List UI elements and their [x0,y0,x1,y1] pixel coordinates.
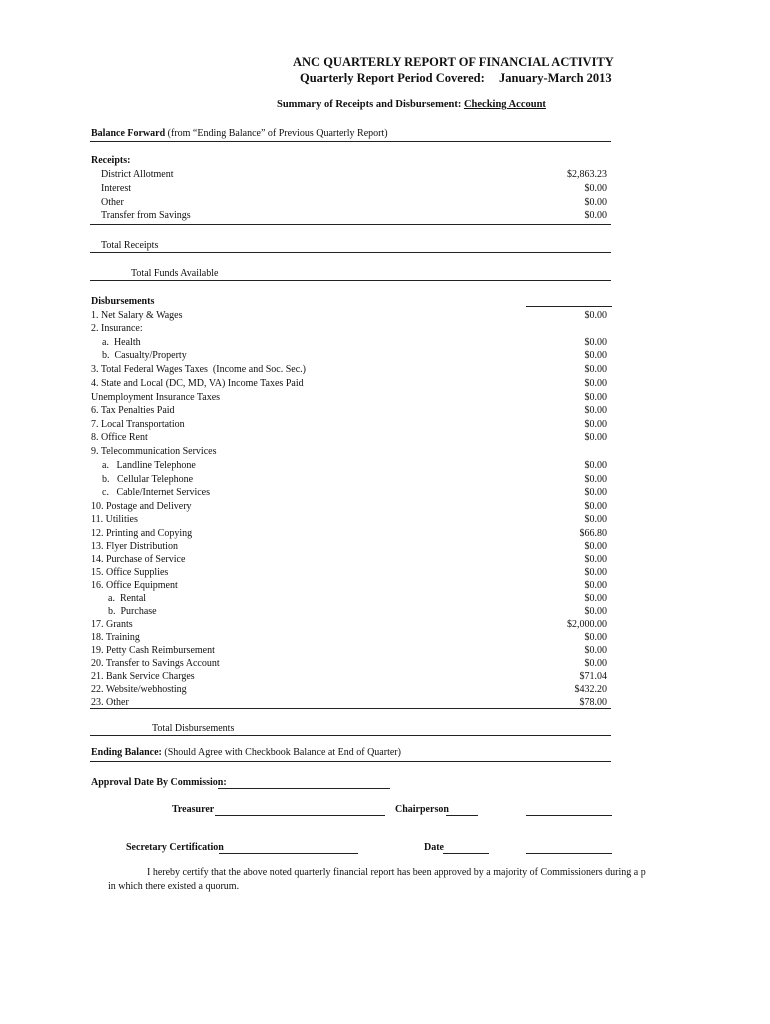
receipt-amount: $0.00 [584,183,607,194]
disbursement-amount: $0.00 [584,350,607,361]
disbursement-label: 7. Local Transportation [91,419,185,430]
disbursement-label: 19. Petty Cash Reimbursement [91,645,215,656]
disbursement-label: 1. Net Salary & Wages [91,310,183,321]
date-line[interactable] [443,853,489,854]
balance-forward-row [91,128,388,139]
disbursement-label: 12. Printing and Copying [91,528,193,539]
disbursement-label: 10. Postage and Delivery [91,501,192,512]
divider [90,735,611,736]
amount-header-line [526,306,612,307]
disbursement-amount: $0.00 [584,474,607,485]
balance-forward-label: Balance Forward [91,128,166,139]
disbursement-label: 2. Insurance: [91,323,143,334]
ending-balance-note: (Should Agree with Checkbook Balance at End of Quarter) [164,747,401,758]
receipt-label: Other [101,197,124,208]
disbursement-amount: $0.00 [584,337,607,348]
disbursement-amount: $0.00 [584,632,607,643]
receipt-amount: $0.00 [584,197,607,208]
divider [90,761,611,762]
disbursement-label: 9. Telecommunication Services [91,446,217,457]
ending-balance-label: Ending Balance: [91,747,162,758]
approval-date-label: Approval Date By Commission: [91,777,227,788]
treasurer-label: Treasurer [172,804,215,815]
secretary-certification-label: Secretary Certification [126,842,224,853]
disbursement-label: 21. Bank Service Charges [91,671,195,682]
divider [90,224,611,225]
receipt-label: District Allotment [101,169,174,180]
disbursement-amount: $0.00 [584,606,607,617]
ending-balance-row [91,747,401,758]
disbursement-label: 22. Website/webhosting [91,684,187,695]
disbursement-amount: $0.00 [584,432,607,443]
disbursement-label: 17. Grants [91,619,133,630]
disbursement-label: 14. Purchase of Service [91,554,186,565]
disbursement-amount: $0.00 [584,378,607,389]
disbursement-amount: $0.00 [584,580,607,591]
disbursement-label: a. Landline Telephone [102,460,196,471]
disbursement-amount: $2,000.00 [567,619,607,630]
disbursement-amount: $0.00 [584,593,607,604]
summary-prefix: Summary of Receipts and Disbursement: [277,99,462,110]
date-label: Date [424,842,444,853]
disbursement-label: a. Rental [108,593,147,604]
approval-date-line[interactable] [218,788,390,789]
disbursement-amount: $0.00 [584,487,607,498]
chairperson-label: Chairperson [395,804,449,815]
certification-line-1: I hereby certify that the above noted quarterly financial report has been approved by a majority of Commissioners during a p [147,867,646,878]
disbursement-label: 23. Other [91,697,129,708]
disbursement-label: Unemployment Insurance Taxes [91,392,221,403]
disbursement-amount: $0.00 [584,310,607,321]
certification-line-2: in which there existed a quorum. [108,881,240,892]
disbursement-amount: $0.00 [584,392,607,403]
disbursement-label: 16. Office Equipment [91,580,178,591]
disbursement-amount: $0.00 [584,405,607,416]
disbursement-label: 11. Utilities [91,514,138,525]
disbursement-label: 8. Office Rent [91,432,148,443]
disbursement-amount: $66.80 [579,528,607,539]
disbursement-label: b. Purchase [108,606,157,617]
disbursement-amount: $0.00 [584,541,607,552]
disbursement-amount: $0.00 [584,364,607,375]
divider [90,141,611,142]
disbursement-amount: $0.00 [584,554,607,565]
chairperson-signature-line[interactable] [446,815,478,816]
disbursement-amount: $78.00 [579,697,607,708]
divider [90,280,611,281]
balance-forward-note: (from “Ending Balance” of Previous Quarterly Report) [167,128,388,139]
disbursement-label: 4. State and Local (DC, MD, VA) Income Taxes Paid [91,378,304,389]
summary-account: Checking Account [463,99,546,110]
disbursement-label: 13. Flyer Distribution [91,541,178,552]
receipt-label: Transfer from Savings [101,210,191,221]
disbursement-amount: $0.00 [584,501,607,512]
secretary-signature-line[interactable] [219,853,358,854]
date-extra-line[interactable] [526,853,612,854]
disbursement-amount: $0.00 [584,514,607,525]
report-period [300,71,612,86]
period-value: January-March 2013 [499,71,612,85]
disbursement-amount: $0.00 [584,460,607,471]
disbursement-label: 15. Office Supplies [91,567,169,578]
disbursement-amount: $0.00 [584,658,607,669]
disbursement-label: b. Cellular Telephone [102,474,194,485]
disbursement-amount: $0.00 [584,567,607,578]
disbursement-label: a. Health [102,337,141,348]
disbursement-amount: $71.04 [579,671,607,682]
disbursement-label: 3. Total Federal Wages Taxes (Income and Soc. Sec.) [91,364,306,375]
receipt-label: Interest [101,183,131,194]
disbursement-amount: $0.00 [584,419,607,430]
disbursement-label: 20. Transfer to Savings Account [91,658,220,669]
chairperson-extra-line[interactable] [526,815,612,816]
report-title: ANC QUARTERLY REPORT OF FINANCIAL ACTIVITY [293,55,614,69]
receipt-amount: $2,863.23 [567,169,607,180]
disbursement-amount: $432.20 [574,684,607,695]
summary-heading [277,99,546,110]
disbursement-label: 6. Tax Penalties Paid [91,405,175,416]
treasurer-signature-line[interactable] [215,815,385,816]
disbursements-heading: Disbursements [91,296,155,307]
disbursement-amount: $0.00 [584,645,607,656]
divider [90,252,611,253]
divider [90,708,611,709]
disbursement-label: b. Casualty/Property [102,350,187,361]
total-disbursements-label: Total Disbursements [152,723,235,734]
disbursement-label: c. Cable/Internet Services [102,487,211,498]
disbursement-label: 18. Training [91,632,140,643]
total-receipts-label: Total Receipts [101,240,159,251]
period-label: Quarterly Report Period Covered: [300,71,485,85]
total-funds-label: Total Funds Available [131,268,219,279]
receipts-heading: Receipts: [91,155,131,166]
receipt-amount: $0.00 [584,210,607,221]
